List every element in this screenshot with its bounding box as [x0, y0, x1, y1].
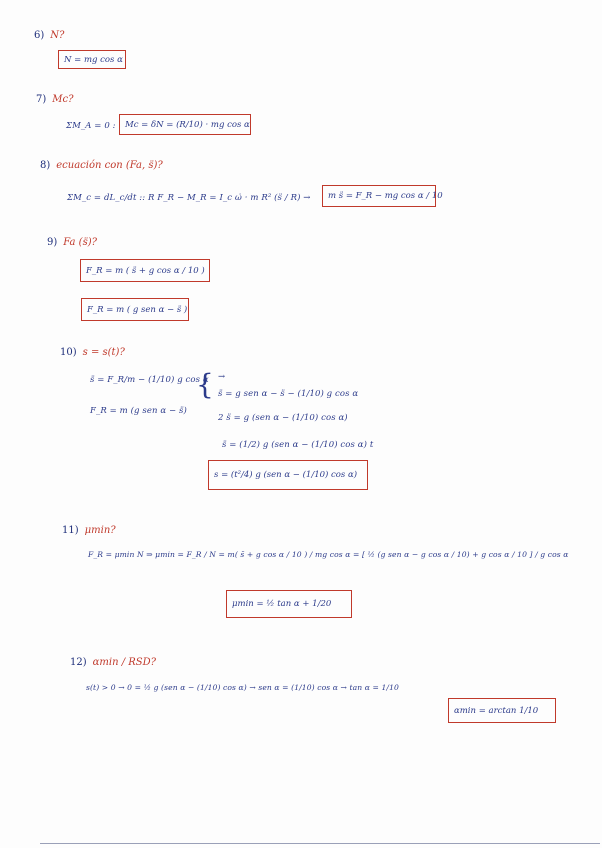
q9-answer-box-2: F_R = m ( g sen α − s̈ ) — [81, 298, 189, 321]
q10-number: 10) — [60, 347, 77, 358]
q7-heading — [36, 94, 73, 105]
q8-heading — [40, 160, 163, 171]
q7-answer-box: Mc = δN = (R/10) · mg cos α — [119, 114, 251, 135]
q10-step-1: s̈ = g sen α − s̈ − (1/10) g cos α — [218, 389, 359, 399]
q10-title: s = s(t)? — [82, 347, 125, 358]
q10-line-1: s̈ = F_R/m − (1/10) g cos α — [90, 375, 209, 385]
q10-heading — [60, 347, 125, 358]
q8-equation: ΣM_c = dL_c/dt :: R F_R − M_R = I_c ω̇ · m R² (s̈ / R) → — [67, 193, 311, 203]
q6-title: N? — [50, 30, 65, 41]
q7-number: 7) — [36, 94, 47, 105]
q9-answer-box-1: F_R = m ( s̈ + g cos α / 10 ) — [80, 259, 210, 282]
q11-answer-box: μmin = ½ tan α + 1/20 — [226, 590, 352, 618]
q11-title: μmin? — [84, 525, 116, 536]
q12-derivation: s(t) > 0 → 0 = ½ g (sen α − (1/10) cos α) → sen α = (1/10) cos α → tan α = 1/10 — [86, 683, 399, 692]
q7-title: Mc? — [52, 94, 74, 105]
q9-title: Fa (s̈)? — [63, 237, 97, 248]
q6-number: 6) — [34, 30, 45, 41]
q7-equation: ΣM_A = 0 : — [66, 121, 116, 131]
bottom-rule — [40, 843, 600, 844]
q10-step-2: 2 s̈ = g (sen α − (1/10) cos α) — [218, 413, 348, 423]
q11-heading — [62, 525, 116, 536]
q10-arrow: → — [218, 372, 226, 382]
q6-heading — [34, 30, 64, 41]
q11-derivation: F_R = μmin N ⇒ μmin = F_R / N = m( s̈ + g cos α / 10 ) / mg cos α = [ ½ (g sen α − g cos α / 10) + g cos α / 10 ] / g cos α — [88, 550, 569, 559]
q8-answer-box: m s̈ = F_R − mg cos α / 10 — [322, 185, 436, 207]
q10-line-2: F_R = m (g sen α − s̈) — [90, 406, 187, 416]
q10-step-3: s̈ = (1/2) g (sen α − (1/10) cos α) t — [222, 440, 374, 450]
q9-number: 9) — [47, 237, 58, 248]
q11-number: 11) — [62, 525, 79, 536]
q12-number: 12) — [70, 657, 87, 668]
q12-heading — [70, 657, 156, 668]
q10-answer-box: s = (t²/4) g (sen α − (1/10) cos α) — [208, 460, 368, 490]
q9-heading — [47, 237, 97, 248]
q8-title: ecuación con (Fa, s̈)? — [56, 160, 163, 171]
q12-answer-box: αmin = arctan 1/10 — [448, 698, 556, 723]
q8-number: 8) — [40, 160, 51, 171]
q12-title: αmin / RSD? — [92, 657, 156, 668]
q6-answer-box: N = mg cos α — [58, 50, 126, 69]
system-brace: { — [196, 368, 214, 401]
